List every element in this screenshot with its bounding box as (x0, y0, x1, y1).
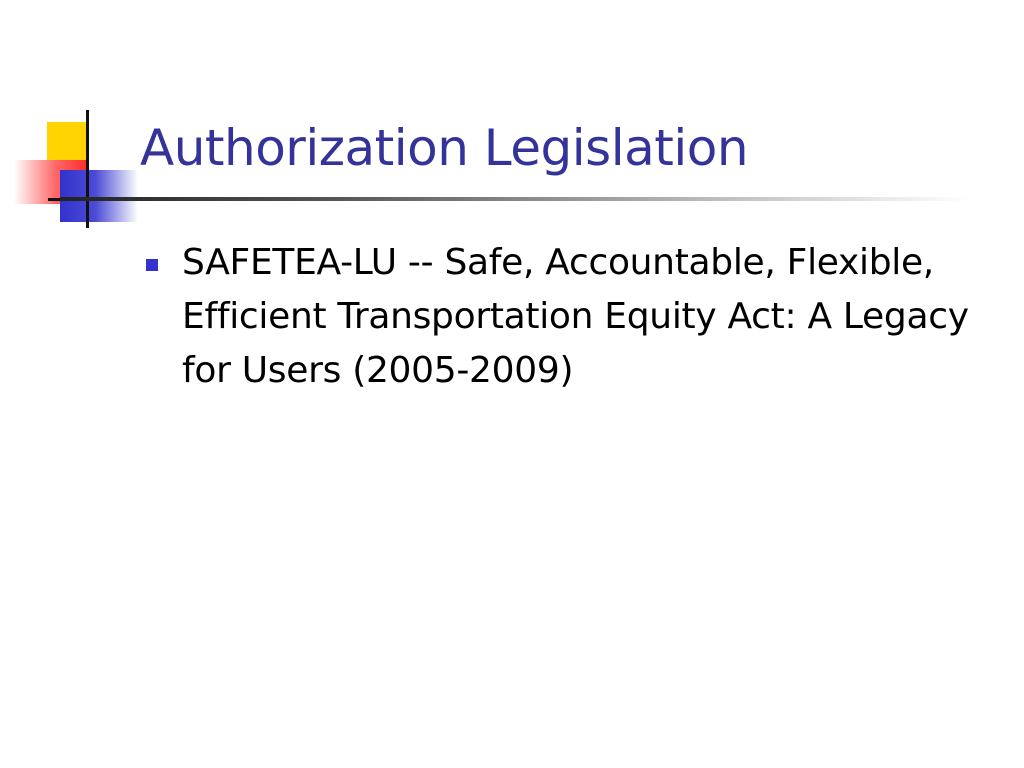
title-underline (60, 197, 970, 201)
title-emblem-decoration (0, 100, 150, 240)
square-bullet-icon (146, 259, 158, 271)
bullet-text: SAFETEA-LU -- Safe, Accountable, Flexible, Efficient Transportation Equity Act: A Legacy for Users (2005-2009) (182, 242, 969, 391)
bullet-item (146, 236, 986, 398)
yellow-square-decoration (47, 122, 87, 160)
bullet-list (146, 236, 986, 398)
slide-title: Authorization Legislation (140, 119, 749, 177)
vertical-line-decoration (86, 110, 89, 228)
blue-square-decoration (60, 170, 138, 222)
